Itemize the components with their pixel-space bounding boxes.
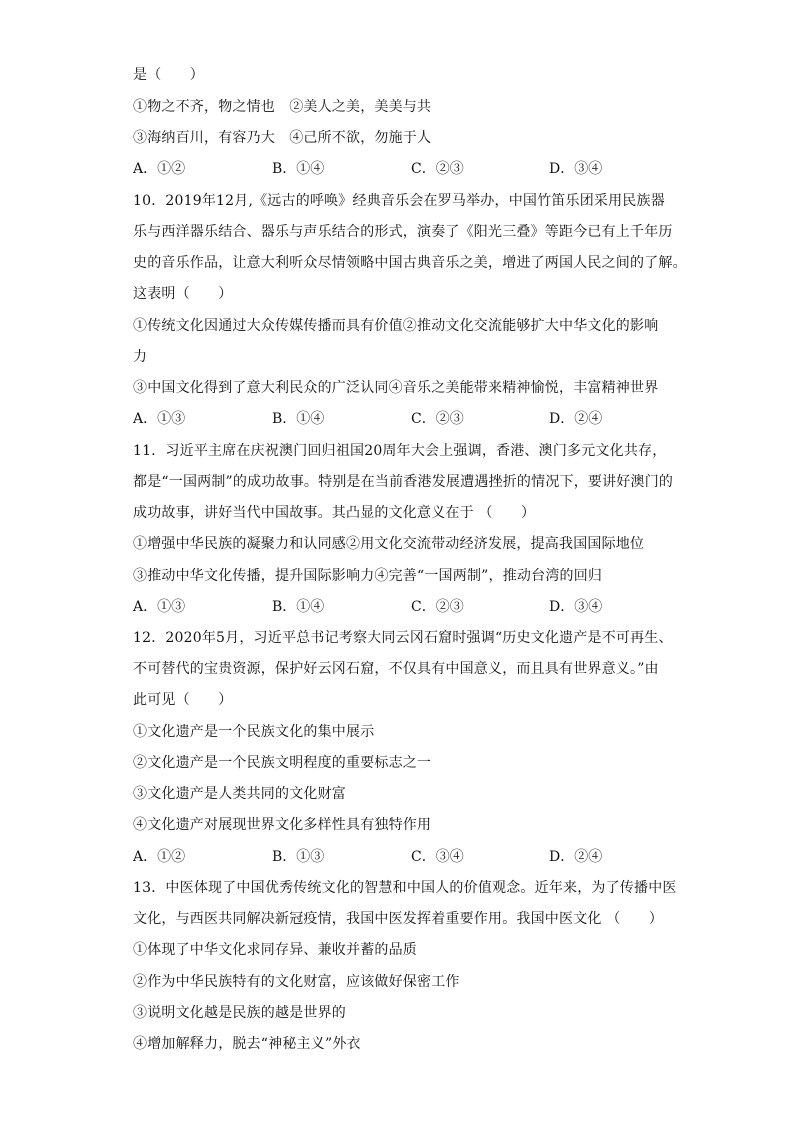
q12-statement-row-3: ③文化遗产是人类共同的文化财富 <box>133 786 346 802</box>
q13-statement-row-3: ③说明文化越是民族的越是世界的 <box>133 1005 346 1021</box>
q11-statement-row-2: ③推动中华文化传播，提升国际影响力④完善“一国两制”，推动台湾的回归 <box>133 568 603 584</box>
q10-statement-row-1: ①传统文化因通过大众传媒传播而具有价值②推动文化交流能够扩大中华文化的影响 <box>133 318 659 334</box>
q9-option-a[interactable]: A．①② <box>133 161 186 177</box>
q9-option-d[interactable]: D．③④ <box>549 161 603 177</box>
q12-statement-row-4: ④文化遗产对展现世界文化多样性具有独特作用 <box>133 817 432 833</box>
q10-option-a[interactable]: A．①③ <box>133 411 186 427</box>
q10-stem-line-4: 这表明（ ） <box>133 286 233 302</box>
q11-option-c[interactable]: C．②③ <box>411 599 464 615</box>
q13-stem-line-1: 13．中医体现了中国优秀传统文化的智慧和中国人的价值观念。近年来，为了传播中医 <box>133 880 677 896</box>
q10-option-c[interactable]: C．②③ <box>411 411 464 427</box>
q11-option-a[interactable]: A．①③ <box>133 599 186 615</box>
q10-statement-row-1-wrap: 力 <box>133 349 148 365</box>
q11-stem-line-1: 11．习近平主席在庆祝澳门回归祖国20周年大会上强调，香港、澳门多元文化共存， <box>133 443 667 459</box>
q11-statement-row-1: ①增强中华民族的凝聚力和认同感②用文化交流带动经济发展，提高我国国际地位 <box>133 536 645 552</box>
q13-statement-row-2: ②作为中华民族特有的文化财富，应该做好保密工作 <box>133 974 460 990</box>
q13-statement-row-4: ④增加解释力，脱去“神秘主义”外衣 <box>133 1036 361 1052</box>
q10-stem-line-1: 10．2019年12月,《远古的呼唤》经典音乐会在罗马举办，中国竹笛乐团采用民族器 <box>133 193 665 209</box>
q10-stem-line-3: 史的音乐作品，让意大利听众尽情领略中国古典音乐之美，增进了两国人民之间的了解。 <box>133 255 687 271</box>
q11-option-d[interactable]: D．③④ <box>549 599 603 615</box>
q13-statement-row-1: ①体现了中华文化求同存异、兼收并蓄的品质 <box>133 942 417 958</box>
q11-option-b[interactable]: B．①④ <box>272 599 325 615</box>
q12-stem-line-1: 12．2020年5月，习近平总书记考察大同云冈石窟时强调“历史文化遗产是不可再生、 <box>133 630 673 646</box>
q12-statement-row-1: ①文化遗产是一个民族文化的集中展示 <box>133 724 375 740</box>
q9-statement-row-2: ③海纳百川，有容乃大 ④己所不欲，勿施于人 <box>133 130 432 146</box>
q12-options <box>133 847 693 867</box>
q10-statement-row-2: ③中国文化得到了意大利民众的广泛认同④音乐之美能带来精神愉悦，丰富精神世界 <box>133 380 659 396</box>
q12-statement-row-2: ②文化遗产是一个民族文明程度的重要标志之一 <box>133 755 432 771</box>
q9-statement-row-1: ①物之不齐，物之情也 ②美人之美，美美与共 <box>133 99 432 115</box>
q12-option-b[interactable]: B．①③ <box>272 849 325 865</box>
q11-stem-line-3: 成功故事，讲好当代中国故事。其凸显的文化意义在于 （ ） <box>133 505 536 521</box>
q12-stem-line-3: 此可见（ ） <box>133 692 233 708</box>
q10-stem-line-2: 乐与西洋器乐结合、器乐与声乐结合的形式，演奏了《阳光三叠》等距今已有上千年历 <box>133 224 673 240</box>
q12-option-a[interactable]: A．①② <box>133 849 186 865</box>
q11-options <box>133 597 693 617</box>
q9-options <box>133 159 693 179</box>
q10-option-b[interactable]: B．①④ <box>272 411 325 427</box>
q11-stem-line-2: 都是“一国两制”的成功故事。特别是在当前香港发展遭遇挫折的情况下，要讲好澳门的 <box>133 474 674 490</box>
q12-stem-line-2: 不可替代的宝贵资源，保护好云冈石窟，不仅具有中国意义，而且具有世界意义。”由 <box>133 661 659 677</box>
q9-option-c[interactable]: C．②③ <box>411 161 464 177</box>
q13-stem-line-2: 文化，与西医共同解决新冠疫情，我国中医发挥着重要作用。我国中医文化 （ ） <box>133 911 664 927</box>
q12-option-d[interactable]: D．②④ <box>549 849 603 865</box>
q10-option-d[interactable]: D．②④ <box>549 411 603 427</box>
q10-options <box>133 409 693 429</box>
q9-option-b[interactable]: B．①④ <box>272 161 325 177</box>
q9-stem-tail: 是（ ） <box>133 67 204 83</box>
q12-option-c[interactable]: C．③④ <box>411 849 464 865</box>
